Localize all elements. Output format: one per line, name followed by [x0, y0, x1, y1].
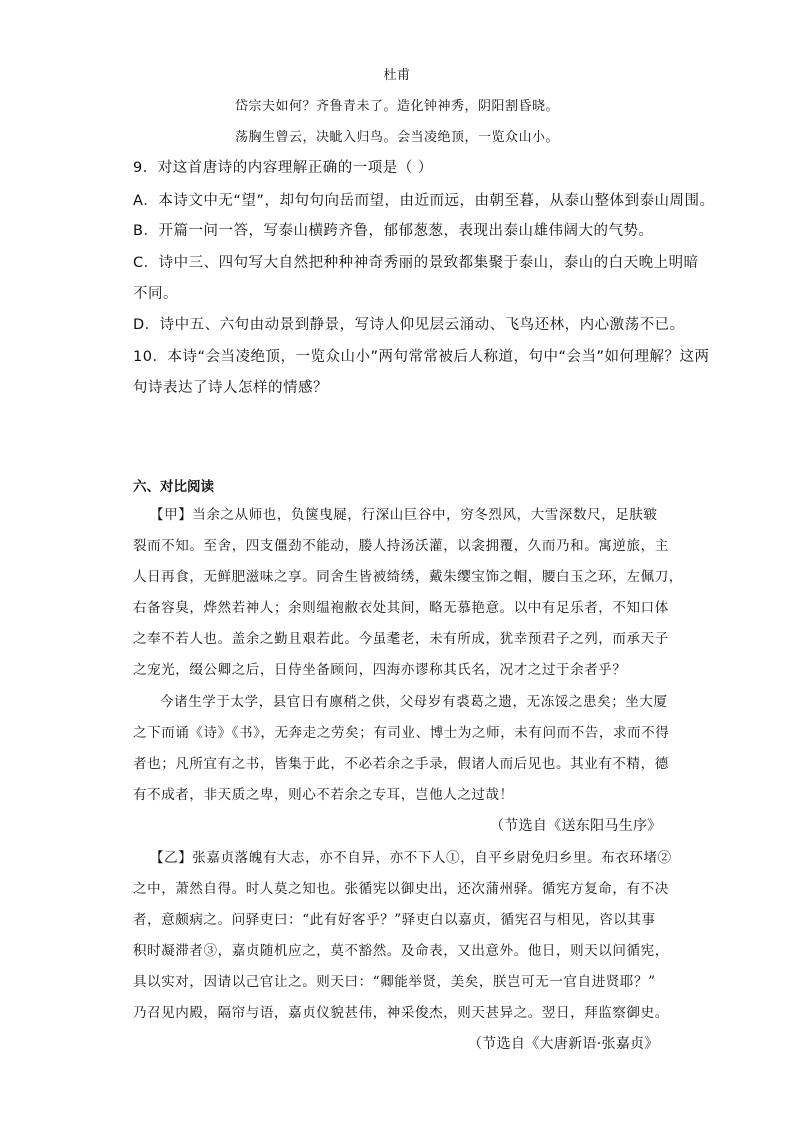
- passage-yi-line: 积时凝滞者③，嘉贞随机应之，莫不豁然。及命表，又出意外。他日，则天以问循宪，: [133, 943, 669, 959]
- passage-jia-line: 之奉不若人也。盖余之勤且艰若此。今虽耄老，未有所成，犹幸预君子之列，而承天子: [133, 631, 669, 647]
- passage-jia-line: 【甲】当余之从师也，负箧曳屣，行深山巨谷中，穷冬烈风，大雪深数尺，足肤皲: [150, 507, 658, 523]
- passage-jia-source: （节选自《送东阳马生序》: [490, 818, 662, 834]
- section-heading: 六、对比阅读: [133, 479, 214, 495]
- question-9-option-d: D．诗中五、六句由动景到静景，写诗人仰见层云涌动、飞鸟还林，内心激荡不已。: [133, 317, 685, 333]
- passage-yi-line: 之中，萧然自得。时人莫之知也。张循宪以御史出，还次蒲州驿。循宪方复命，有不决: [133, 881, 669, 897]
- question-10-line-2: 句诗表达了诗人怎样的情感？: [133, 380, 328, 396]
- passage-yi-line: 者，意颇病之。问驿吏曰：“此有好客乎？”驿吏白以嘉贞，循宪召与相见，咨以其事: [133, 912, 656, 928]
- passage-jia-line: 者也；凡所宜有之书，皆集于此，不必若余之手录，假诸人而后见也。其业有不精，德: [133, 756, 669, 772]
- passage-jia-line: 之宠光，缀公卿之后，日侍坐备顾问，四海亦谬称其氏名，况才之过于余者乎？: [133, 662, 627, 678]
- question-9-option-b: B．开篇一问一答，写泰山横跨齐鲁，郁郁葱葱，表现出泰山雄伟阔大的气势。: [133, 223, 654, 239]
- question-9-option-c-cont: 不同。: [133, 286, 178, 302]
- question-9-stem: 9．对这首唐诗的内容理解正确的一项是（ ）: [133, 160, 433, 176]
- passage-yi-line: 【乙】张嘉贞落魄有大志，亦不自异，亦不下人①，自平乡尉免归乡里。布衣环堵②: [150, 850, 672, 866]
- poem-line-1: 岱宗夫如何？齐鲁青未了。造化钟神秀，阴阳割昏晓。: [234, 99, 559, 114]
- passage-jia-line: 人日再食，无鲜肥滋味之享。同舍生皆被绮绣，戴朱缨宝饰之帽，腰白玉之环，左佩刀，: [133, 569, 683, 585]
- question-10-line-1: 10．本诗“会当凌绝顶，一览众山小”两句常常被后人称道，句中“会当”如何理解？这两: [133, 349, 710, 365]
- question-9-option-a: A．本诗文中无“望”，却句句向岳而望，由近而远，由朝至暮，从泰山整体到泰山周围。: [133, 193, 715, 209]
- question-9-option-c: C．诗中三、四句写大自然把种种神奇秀丽的景致都集聚于泰山，泰山的白天晚上明暗: [133, 255, 699, 271]
- passage-yi-source: （节选自《大唐新语·张嘉贞》: [468, 1036, 659, 1052]
- poem-line-2: 荡胸生曾云，决眦入归鸟。会当凌绝顶，一览众山小。: [234, 130, 559, 145]
- passage-jia-line: 右备容臭，烨然若神人；余则缊袍敝衣处其间，略无慕艳意。以中有足乐者，不知口体: [133, 600, 669, 616]
- passage-jia-line: 今诸生学于太学，县官日有廪稍之供，父母岁有裘葛之遗，无冻馁之患矣；坐大厦: [160, 694, 668, 710]
- passage-jia-line: 之下而诵《诗》《书》，无奔走之劳矣；有司业、博士为之师，未有问而不告，求而不得: [133, 725, 670, 741]
- passage-yi-line: 乃召见内殿，隔帘与语，嘉贞仪貌甚伟，神采俊杰，则天甚异之。翌日，拜监察御史。: [133, 1005, 669, 1021]
- poem-author: 杜甫: [383, 68, 411, 83]
- passage-yi-line: 具以实对，因请以己官让之。则天曰：“卿能举贤，美矣，朕岂可无一官自进贤耶？”: [133, 974, 656, 990]
- passage-jia-line: 裂而不知。至舍，四支僵劲不能动，媵人持汤沃灌，以衾拥覆，久而乃和。寓逆旅，主: [133, 538, 669, 554]
- passage-jia-line: 有不成者，非天质之卑，则心不若余之专耳，岂他人之过哉！: [133, 787, 514, 803]
